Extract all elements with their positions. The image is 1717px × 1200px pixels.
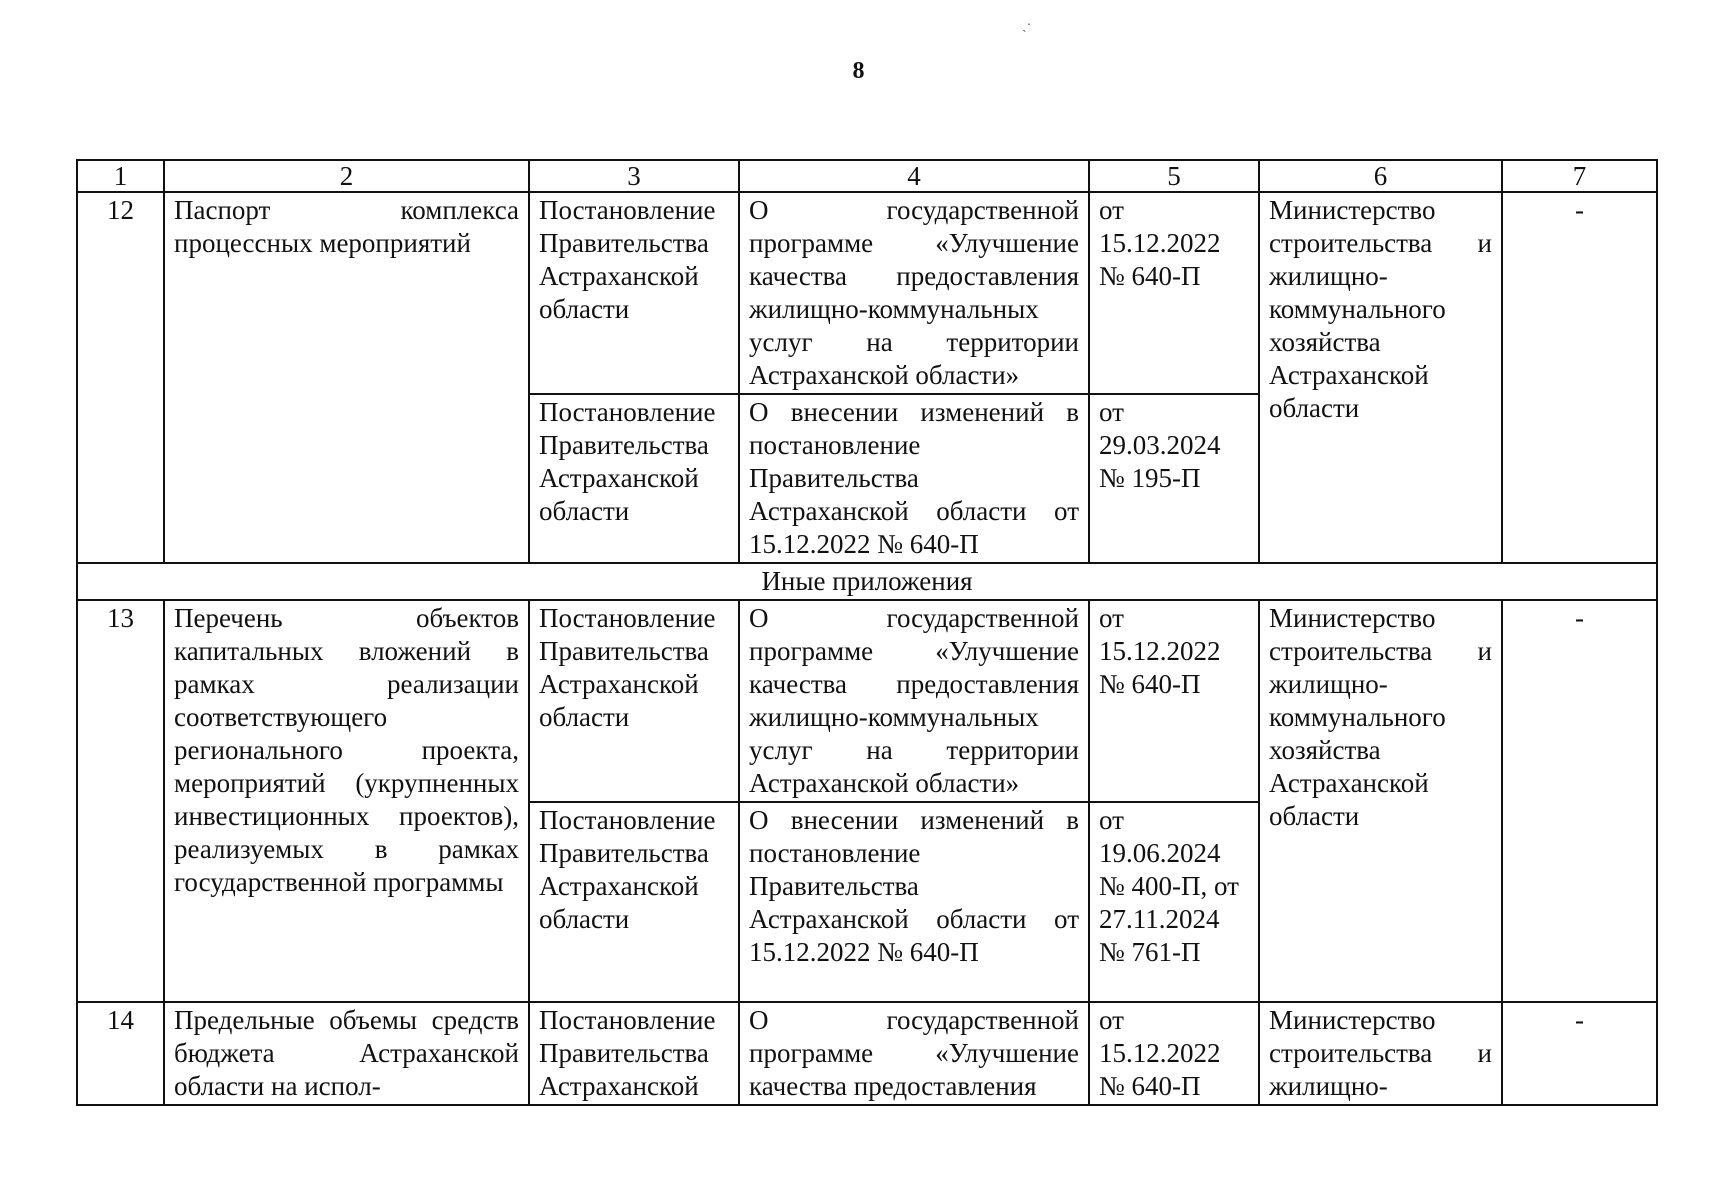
document-type: Постановление Правительства Астраханской области (529, 192, 739, 394)
row-number: 13 (77, 600, 164, 1002)
note: - (1502, 600, 1657, 1002)
document-details: от 15.12.2022 № 640-П (1089, 600, 1259, 802)
page-number: 8 (852, 58, 865, 84)
document-details: от 15.12.2022 № 640-П (1089, 192, 1259, 394)
column-header: 7 (1502, 160, 1657, 192)
responsible-body: Министерство строительства и жилищно- (1259, 1002, 1502, 1105)
documents-table (76, 159, 1658, 1106)
column-header: 2 (164, 160, 529, 192)
document-name: Перечень объектов капитальных вложений в рамках реализации соответствующего регионального проекта, мероприятий (укрупненных инвестиционных проектов), реализуемых в рамках государственной программы (164, 600, 529, 1002)
document-name: Предельные объемы средств бюджета Астраханской области на испол- (164, 1002, 529, 1105)
document-details: от 15.12.2022 № 640-П (1089, 1002, 1259, 1105)
column-header: 3 (529, 160, 739, 192)
table-row (77, 600, 1657, 802)
document-type: Постановление Правительства Астраханской области (529, 600, 739, 802)
column-number-row (77, 160, 1657, 192)
responsible-body: Министерство строительства и жилищно-коммунального хозяйства Астраханской области (1259, 600, 1502, 1002)
row-number: 14 (77, 1002, 164, 1105)
document-details: от 29.03.2024 № 195-П (1089, 394, 1259, 563)
responsible-body: Министерство строительства и жилищно-коммунального хозяйства Астраханской области (1259, 192, 1502, 563)
note: - (1502, 1002, 1657, 1105)
document-type: Постановление Правительства Астраханской (529, 1002, 739, 1105)
row-number: 12 (77, 192, 164, 563)
column-header: 5 (1089, 160, 1259, 192)
document-type: Постановление Правительства Астраханской области (529, 802, 739, 1002)
document-title: О внесении изменений в постановление Правительства Астраханской области от 15.12.2022 № 640-П (739, 394, 1089, 563)
document-type: Постановление Правительства Астраханской области (529, 394, 739, 563)
column-header: 4 (739, 160, 1089, 192)
document-title: О государственной программе «Улучшение качества предоставления жилищно-коммунальных услуг на территории Астраханской области» (739, 600, 1089, 802)
table-row (77, 1002, 1657, 1105)
column-header: 6 (1259, 160, 1502, 192)
document-title: О внесении изменений в постановление Правительства Астраханской области от 15.12.2022 № 640-П (739, 802, 1089, 1002)
scan-speck: ˏ· (1022, 18, 1032, 33)
document-title: О государственной программе «Улучшение качества предоставления (739, 1002, 1089, 1105)
note: - (1502, 192, 1657, 563)
column-header: 1 (77, 160, 164, 192)
table-row (77, 192, 1657, 394)
document-details: от 19.06.2024 № 400-П, от 27.11.2024 № 761-П (1089, 802, 1259, 1002)
document-title: О государственной программе «Улучшение качества предоставления жилищно-коммунальных услуг на территории Астраханской области» (739, 192, 1089, 394)
section-title: Иные приложения (77, 563, 1657, 600)
document-name: Паспорт комплекса процессных мероприятий (164, 192, 529, 563)
section-row (77, 563, 1657, 600)
